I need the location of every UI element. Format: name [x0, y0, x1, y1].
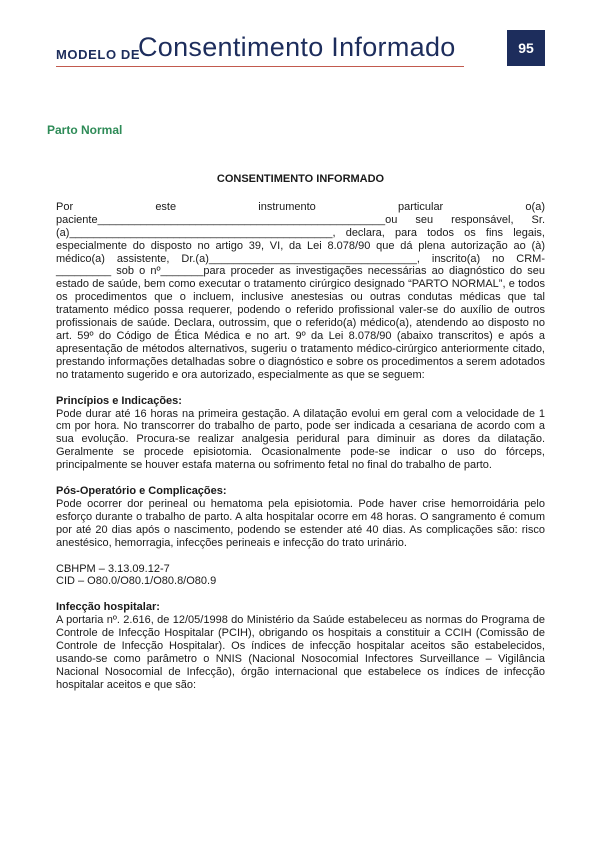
posop-heading: Pós-Operatório e Complicações:: [56, 485, 227, 498]
header-divider: [56, 66, 464, 67]
page-header: [56, 30, 546, 74]
intro-paragraph: Por este instrumento particular o(a) paciente_______________________________________________ou seu responsável, Sr.(a)___________________________________________, declara, para todos os fins legais, especialmente do disposto no artigo 39, VI, da Lei 8.078/90 que dá plena autorização ao (à) médico(a) assistente, Dr.(a)__________________________________, inscrito(a) no CRM-_________ sob o nº_______para proceder as investigações necessárias ao diagnóstico do seu estado de saúde, bem como executar o tratamento cirúrgico designado “PARTO NORMAL”, e todos os procedimentos que o incluem, inclusive anestesias ou outras condutas médicas que tal tratamento médico possa requerer, podendo o referido profissional valer-se do auxílio de outros profissionais de saúde. Declara, outrossim, que o referido(a) médico(a), atendendo ao disposto no art. 59º do Código de Ética Médica e no art. 9º da Lei 8.078/90 (abaixo transcritos) e após a apresentação de métodos alternativos, sugeriu o tratamento médico-cirúrgico anteriormente citado, prestando informações detalhadas sobre o diagnóstico e sobre os procedimentos a serem adotados no tratamento sugerido e ora autorizado, especialmente as que se seguem:: [56, 200, 545, 381]
principios-paragraph: Pode durar até 16 horas na primeira gestação. A dilatação evolui em geral com a velocidade de 1 cm por hora. No transcorrer do trabalho de parto, pode ser indicada a cesariana de acordo com a sua evolução. Procura-se realizar analgesia peridural para diminuir as dores da dilatação. Geralmente se procede episiotomia. Ocasionalmente pode-se indicar o uso do fórceps, principalmente se houver estafa materna ou sofrimento fetal no final do trabalho de parto.: [56, 407, 545, 472]
section-title: Parto Normal: [47, 123, 123, 137]
procedure-codes: [56, 563, 545, 589]
document-body: [56, 173, 545, 692]
brand-title: Consentimento Informado: [138, 32, 456, 62]
infeccao-heading: Infecção hospitalar:: [56, 601, 160, 614]
cid-code: CID – O80.0/O80.1/O80.8/O80.9: [56, 575, 217, 588]
cbhpm-code: CBHPM – 3.13.09.12-7: [56, 562, 170, 575]
infeccao-paragraph: A portaria nº. 2.616, de 12/05/1998 do Ministério da Saúde estabeleceu as normas do Programa de Controle de Infecção Hospitalar (PCIH), obrigando os hospitais a constituir a CCIH (Comissão de Controle de Infecção Hospitalar). Os índices de infecção hospitalar aceitos são estabelecidos, usando-se como parâmetro o NNIS (Nacional Nosocomial Infectores Surveillance – Vigilância Nacional Nosocomial de Infecção), órgão internacional que estabelece os índices de infecção hospitalar aceitos e que são:: [56, 614, 545, 691]
page-number-badge: 95: [507, 30, 545, 66]
principios-heading: Princípios e Indicações:: [56, 394, 182, 407]
brand-prefix: MODELO DE: [56, 47, 141, 62]
posop-paragraph: Pode ocorrer dor perineal ou hematoma pela episiotomia. Pode haver crise hemorroidária pelo esforço durante o trabalho de parto. A alta hospitalar ocorre em 48 horas. O sangramento é comum por até 20 dias após o nascimento, podendo se estender até 40 dias. As complicações são: risco anestésico, hemorragia, infecções perineais e infecção do trato urinário.: [56, 497, 545, 549]
document-title: CONSENTIMENTO INFORMADO: [216, 173, 385, 185]
